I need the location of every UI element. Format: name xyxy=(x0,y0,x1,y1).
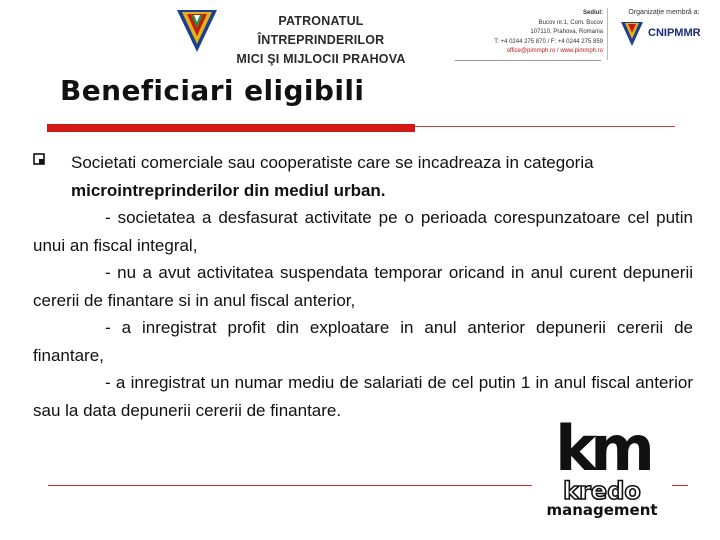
km-mark: km xyxy=(555,412,649,485)
contact-block xyxy=(455,9,603,57)
contact-phone: T: +4 0244 275 870 / F: +4 0244 275 859 xyxy=(494,38,603,45)
kredo-text: kredo xyxy=(563,477,641,505)
header-underline xyxy=(455,60,601,61)
title-red-bar xyxy=(47,124,415,132)
organization-name-line1: PATRONATUL ÎNTREPRINDERILOR xyxy=(257,14,385,47)
management-text: management xyxy=(546,501,658,519)
contact-email: office@pimmph.ro / www.pimmph.ro xyxy=(506,48,603,54)
criterion-3: - a inregistrat profit din exploatare in anul anterior depunerii cererii de finantare, xyxy=(33,318,693,365)
bullet-item xyxy=(33,149,693,204)
organization-name xyxy=(226,12,416,69)
member-label: Organizaţie membră a: xyxy=(628,9,700,16)
pimm-prahova-logo-icon xyxy=(175,6,219,56)
contact-address-1: Bucov nr.1, Com. Bucov xyxy=(538,19,603,26)
contact-title: Sediul: xyxy=(582,10,603,16)
slide-content xyxy=(33,149,693,424)
criterion-1: - societatea a desfasurat activitate pe o perioada corespunzatoare cel putin unui an fiscal integral, xyxy=(33,208,693,255)
organization-name-line2: MICI ŞI MIJLOCII PRAHOVA xyxy=(236,52,406,66)
title-red-line xyxy=(415,126,675,127)
slide-title: Beneficiari eligibili xyxy=(60,74,365,107)
bullet-text-line2: microintreprinderilor din mediul urban. xyxy=(71,180,386,200)
header-divider xyxy=(607,8,608,60)
checkbox-bullet-icon xyxy=(33,153,45,165)
contact-address-2: 107110, Prahova, Romania xyxy=(530,29,603,35)
cnipmmr-logo-icon xyxy=(620,20,644,48)
kredo-management-logo-icon xyxy=(532,412,672,520)
bullet-text-line1: Societati comerciale sau cooperatiste care se incadreaza in categoria xyxy=(71,153,594,172)
header xyxy=(0,0,720,66)
criterion-4: - a inregistrat un numar mediu de salariati de cel putin 1 in anul fiscal anterior sau la data depunerii cererii de finantare. xyxy=(33,373,693,420)
cnipmmr-name: CNIPMMR xyxy=(648,27,701,39)
criterion-2: - nu a avut activitatea suspendata temporar oricand in anul curent depunerii cererii de finantare si in anul fiscal anterior, xyxy=(33,263,693,310)
